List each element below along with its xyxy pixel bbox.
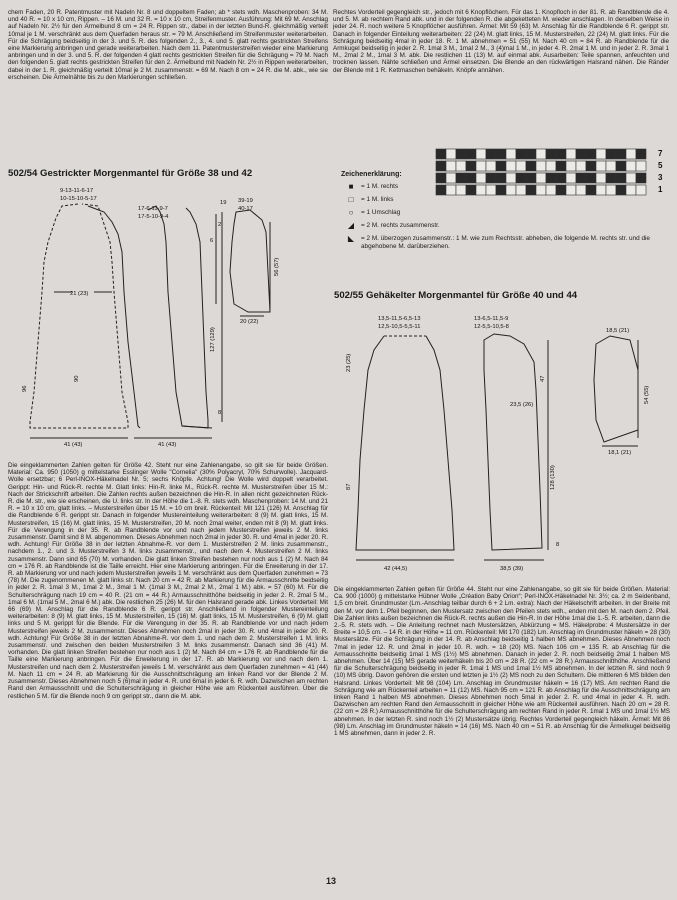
dim-label: 23,5 (26): [510, 402, 534, 408]
chart-row-label: 7: [658, 149, 663, 158]
chart-cell: [576, 161, 586, 171]
dim-label: 12-5,5-10,5-8: [474, 324, 509, 330]
dim-label: 42 (44,5): [384, 566, 408, 572]
legend-title: Zeichenerklärung:: [341, 171, 402, 178]
pattern-502-55-instructions-text: Die eingeklammerten Zahlen gelten für Größe 44. Steht nur eine Zahlenangabe, so gilt sie für beide Größen. Material: Ca. 900 (1000) g mittelstarke Hübner Wolle „Création Baby Orion“; Perl-INOX-Häkelnadel Nr. 3½; ca. 2 m Seidenband, 1,5 cm breit. Grundmuster (Lm.-Anschlag teilbar durch 6 + 2 Lm. extra): Nach der Häkelschrift arbeiten. In der Breite mit den M. vor dem 1. Pfeil beginnen, den Mustersatz zwischen den Pfeilen stets wdh., enden mit den M. nach dem 2. Pfeil. Die Zahlen links außen bezeichnen die Rück-R. rechts außen die Hin-R. In der Höhe 1mal die 1.-5. R. arbeiten, dann die 2.-5. R. stets wdh. – Die Anleitung rechnet nach Mustersätzen, Abkürzung = MS. Häkelprobe: 4 Mustersätze in der Breite = 10,5 cm. – 14 R. in der Höhe = 11 cm. Rückenteil: Mit 170 (182) Lm. Anschlag im Grundmuster häkeln = 28 (30) Mustersätze. Für die Schrägung in der 14. R. ab Anschlag beidseitig 1 halben MS abnehmen. Dieses Abnehmen noch 7mal in jeder 12. R. und 2mal in jeder 10. R. wdh. = 18 (20) MS. Nach 106 cm = 135 R. ab Anschlag für die Armausschnitte beidseitig 1mal 1 MS (1½) MS abnehmen. Danach in jeder 2. R. noch beidseitig 2mal 1 halben MS abnehmen. Über 14 (15) MS gerade weiterhäkeln bis 20 cm = 28 R. (22 cm = 28 R.) Armausschnitthöhe. Anschließend für die Schulterschrägung beidseitig in jeder R. 1mal 1 MS und 1mal 1½ MS abnehmen. In der letzten R. sind noch 9 (10) MS übrig. Davon gehören die ersten und letzten je 1½ (2) MS noch zu den Schultern. Die mittleren 6 MS bilden den Halsrand. Linkes Vorderteil: Mit 98 (104) Lm. Anschlag im Grundmuster häkeln = 16 (17) MS. Am rechten Rand die Schrägung wie am Rückenteil arbeiten = 11 (12) MS. Nach 95 cm = 121 R. ab Anschlag für die Ausschnittschrägung am linken Rand 1 halben MS abnehmen. Dieses Abnehmen noch 5mal in jeder 2. R. und 4mal in jeder 4. R. wdh. Dazwischen am rechten Rand den Armausschnitt in gleicher Höhe wie am Rückenteil ausführen. Nach 20 cm = 28 R. (22 cm = 28 R.) Armausschnitthöhe für die Schulterschrägung am rechten Rand in jeder R. 1mal 1 MS und 1mal 1½ MS abnehmen. In der letzten R. sind noch 1½ (2) Mustersätze übrig. Rechtes Vorderteil gegengleich häkeln. Ärmel: Mit 86 (98) Lm. Anschlag im Grundmuster häkeln = 14 (16) MS. Nach 40 cm = 51 R. ab Anschlag für die Ärmelkugel beidseitig 1 MS abnehmen, dann in jeder 2. R.: [334, 586, 670, 738]
chart-cell: [466, 161, 476, 171]
legend-item: ◣ = 2 M. überzogen zusammenstr.: 1 M. wie zum Rechtsstr. abheben, die folgende M. rechts str. und die abgehobene M. darüberziehen.: [341, 235, 666, 250]
chart-cell: [506, 173, 516, 183]
chart-cell: [446, 173, 456, 183]
chart-row-label: 3: [658, 173, 663, 182]
chart-cell: [626, 173, 636, 183]
chart-row-label: 1: [658, 185, 663, 194]
chart-cell: [586, 161, 596, 171]
chart-cell: [446, 161, 456, 171]
chart-cell: [526, 149, 536, 159]
chart-cell: [526, 173, 536, 183]
dim-label: 96: [22, 385, 28, 392]
chart-cell: [456, 173, 466, 183]
dim-label: 38,5 (39): [500, 566, 524, 572]
chart-cell: [536, 173, 546, 183]
legend-item: ◢ = 2 M. rechts zusammenstr.: [341, 222, 666, 230]
chart-cell: [446, 149, 456, 159]
dim-label: 56 (57): [274, 257, 280, 276]
pattern-title-502-55: 502/55 Gehäkelter Morgenmantel für Größe 40 und 44: [334, 290, 578, 301]
chart-cell: [536, 161, 546, 171]
dim-label: 41 (43): [64, 442, 83, 448]
chart-cell: [606, 161, 616, 171]
dim-label: 9-13-11-6-17: [60, 188, 94, 194]
chart-cell: [516, 149, 526, 159]
dim-label: 54 (55): [644, 385, 650, 404]
dim-label: 39-19: [238, 198, 253, 204]
chart-cell: [606, 173, 616, 183]
page-number: 13: [326, 876, 337, 886]
chart-cell: [586, 149, 596, 159]
dim-label: 90: [74, 375, 80, 382]
chart-cell: [546, 149, 556, 159]
dim-label: 40-17: [238, 206, 253, 212]
chart-cell: [476, 173, 486, 183]
chart-cell: [516, 173, 526, 183]
chart-cell: [456, 161, 466, 171]
legend-item: □ = 1 M. links: [341, 196, 666, 204]
chart-cell: [606, 149, 616, 159]
chart-cell: [536, 149, 546, 159]
chart-cell: [566, 149, 576, 159]
dim-label: 41 (43): [158, 442, 177, 448]
dim-label: 20 (22): [240, 319, 259, 325]
chart-cell: [456, 149, 466, 159]
front-and-sleeve-instructions-text: Rechtes Vorderteil gegengleich str., jedoch mit 6 Knopflöchern. Für das 1. Knopfloch in der 81. R. ab Randblende die 4. und 5. M. ab rechtem Rand abk. und in der folgenden R. die abgeketteten M. wieder anschlagen. In derselben Weise in jeder 24. R. noch weitere 5 Knopflöcher ausführen. Ärmel: Mit 59 (63) M. Anschlag für die Randblende 6 R. gerippt str. Danach in folgender Einteilung weiterarbeiten: 22 (24) M. glatt links, 15 M. Musterstreifen, 22 (24) M. glatt links. Für die Schrägung beidseitig 4mal in jeder 18. R. 1 M. abnehmen = 51 (55) M. Nach 40 cm = 84 R. ab Randblende für die Armkugel beidseitig in jeder 2. R. 1mal 3 M., 1mal 2 M., 3 (4)mal 1 M., in jeder 4. R. 2mal 1 M. und in jeder 2. R. 3mal 1 M., 2mal 2 M., 1mal 3 M. abk. Die restlichen 11 (13) M. auf einmal abk. Ausarbeiten: Teile spannen, anfeuchten und trocknen lassen. Nähte schließen und Ärmel einsetzen. Die Blende an den rückwärtigen Halsrand nähen. Die Ränder der Blende mit 1 R. Kettmaschen behäkeln. Knöpfe annähen.: [333, 9, 669, 74]
chart-cell: [586, 173, 596, 183]
dim-label: 8: [218, 410, 222, 416]
chart-cell: [436, 173, 446, 183]
dim-label: 13,5-11,5-6,5-13: [378, 316, 421, 322]
chart-cell: [496, 161, 506, 171]
chart-cell: [466, 173, 476, 183]
chart-cell: [556, 161, 566, 171]
chart-cell: [636, 173, 646, 183]
chart-cell: [636, 161, 646, 171]
chart-cell: [486, 173, 496, 183]
dim-label: 8: [556, 542, 560, 548]
k2tog-icon: ◢: [347, 221, 355, 230]
chart-cell: [626, 161, 636, 171]
skp-icon: ◣: [347, 234, 355, 243]
chart-cell: [476, 149, 486, 159]
chart-cell: [596, 149, 606, 159]
schematic-diagram-502-55: [334, 310, 670, 576]
chart-cell: [436, 161, 446, 171]
dim-label: 13-6,5-11,5-9: [474, 316, 509, 322]
dim-label: 23 (25): [346, 353, 352, 372]
chart-cell: [596, 161, 606, 171]
chart-cell: [496, 149, 506, 159]
chart-cell: [526, 161, 536, 171]
chart-row-label: 5: [658, 161, 663, 170]
symbol-legend: [341, 183, 666, 255]
pattern-title-502-54: 502/54 Gestrickter Morgenmantel für Größe 38 und 42: [8, 168, 253, 179]
dim-label: 17-5-10-9-4: [138, 214, 169, 220]
chart-cell: [616, 161, 626, 171]
chart-cell: [516, 161, 526, 171]
sleeve-instructions-text: chem Faden, 20 R. Patentmuster mit Nadeln Nr. 8 und doppeltem Faden; ab * stets wdh. Maschenproben: 34 M. und 40 R. = 10 x 10 cm, Rippen. – 16 M. und 32 R. = 10 x 10 cm, Streifenmuster. Ausführung: Mit 69 M. Anschlag auf Nadeln Nr. 2½ für den Ärmelbund 8 cm = 24 R. Rippen str., dabei in der letzten Bund-R. gleichmäßig verteilt 10mal je 1 M. verschränkt aus dem Querfaden heraus str. = 79 M. Anschließend im Streifenmuster weiterarbeiten. Für die Schrägung beidseitig in der 3. und 5. R. des folgenden 2., 3., 4. und 5. glatt rechts gestrickten Streifens eine Markierung anbringen und gerade weiterarbeiten. Nach dem 11. Patentmusterstreifen wieder eine Markierung anbringen und in der 3. und 5. R. der folgenden 4 glatt rechts gestrickten Streifen für die Schrägung = 79 M. Nach den folgenden 5. glatt rechts gestrickten Streifen für den 2. Ärmelbund mit Nadeln Nr. 2½ in Rippen weiterarbeiten, dabei in der 1. R. gleichmäßig verteilt 10mal je 2 M. zusammenstr. = 69 M. Nach 8 cm = 24 R. die M. abk., wie sie erscheinen. Die Ärmelnähte bis zu den Markierungen schließen.: [8, 9, 328, 81]
dim-label: 17-6-11-9-7: [138, 206, 168, 212]
chart-cell: [616, 173, 626, 183]
dim-label: 127 (129): [210, 327, 216, 352]
chart-cell: [616, 149, 626, 159]
chart-cell: [506, 161, 516, 171]
dim-label: 18,1 (21): [608, 450, 632, 456]
chart-cell: [566, 161, 576, 171]
dim-label: 87: [346, 483, 352, 490]
dim-label: 2: [218, 222, 222, 228]
chart-cell: [576, 173, 586, 183]
dim-label: 47: [540, 375, 546, 382]
dim-label: 128 (130): [550, 465, 556, 490]
chart-cell: [596, 173, 606, 183]
chart-cell: [496, 173, 506, 183]
chart-cell: [546, 161, 556, 171]
chart-cell: [626, 149, 636, 159]
chart-cell: [466, 149, 476, 159]
dim-label: 19: [220, 200, 227, 206]
legend-item: ○ = 1 Umschlag: [341, 209, 666, 217]
dim-label: 10-15-10-5-17: [60, 196, 97, 202]
chart-cell: [556, 149, 566, 159]
chart-cell: [556, 173, 566, 183]
dim-label: 18,5 (21): [606, 328, 630, 334]
chart-cell: [436, 149, 446, 159]
schematic-diagram-502-54: [8, 182, 328, 454]
dim-label: 21 (23): [70, 291, 89, 297]
legend-item: ■ = 1 M. rechts: [341, 183, 666, 191]
chart-cell: [546, 173, 556, 183]
pattern-502-54-instructions-text: Die eingeklammerten Zahlen gelten für Größe 42. Steht nur eine Zahlenangabe, so gilt sie für beide Größen. Material: Ca. 950 (1050) g mittelstarke Esslinger Wolle "Cornelia" (30% Polyacryl, 70% Schurwolle). Jacquard-Wolle ersetzbar; 6 Perl-INOX-Häkelnadel Nr. 5; sechs Knöpfe. Achtung! Die Wolle wird doppelt verarbeitet. Gerippt: Hin- und Rück-R. rechte M. Glatt links: Hin-R. linke M., Rück-R. rechte M. Musterstreifen über 15 M.: Nach der Strickschrift arbeiten. Die Zahlen rechts außen bezeichnen die Hin-R. In allen nicht gezeichneten Rück-R. die M. str., wie sie erscheinen, die U. links str. In der Höhe die 1.-8. R. stets wdh. Maschenproben: 14 M. und 21 R. = 10 x 10 cm, glatt links. – Musterstreifen über 15 M. = 10 cm breit. Rückenteil: Mit 121 (126) M. Anschlag für die Randblende 6 R. gerippt str. Danach in folgender Mustereinteilung weiterarbeiten: 8 (9) M. glatt links, 15 M. Musterstreifen, 15 (16) M. glatt links, 15 M. Musterstreifen, 20 M. noch 2mal weiter, enden mit 8 (9) M. glatt links. Für die Verengung in der 35. R. ab Randblende vor und nach jedem Musterstreifen jeweils 2 M. links zusammenstr. Damit sind 8 M. abgenommen. Dieses Abnehmen noch 2mal in jeder 30. R. und 4mal in jeder 20. R. wdh. Achtung! Für Größe 38 in der letzten Abnahme-R. vor dem 1. Musterstreifen 2 M. links zusammenstr., nachdem 1., 2. und 3. Musterstreifen 3 M. links zusammenstr., und nach dem 4. Musterstreifen 2 M. links zusammenstr. Dann sind 65 (70) M. vorhanden. Die glatt linken Streifen bestehen nur noch aus 1 (2) M. Nach 84 cm = 176 R. ab Randblende ist die Taille erreicht. Hier eine Markierung anbringen. Für die Erweiterung in der 17. R. ab Markierung vor und nach jedem Musterstreifen jeweils 1 M. verschränkt aus dem Querfaden zunehmen = 73 (78) M. Die zugenommenen M. glatt links str. Nach 20 cm = 42 R. ab Markierung für die Armausschnitte beidseitig in jeder 2. R. 1mal 3 M., 1mal 2 M., 3mal 1 M. (1mal 3 M., 2mal 2 M., 2mal 1 M.) abk. = 57 (60) M. Für die Schulterschrägung nach 19 cm = 40 R. (21 cm = 44 R.) Armausschnitthöhe beidseitig in jeder 2. R. 2mal 5 M., 1mal 6 M. (1mal 5 M., 2mal 6 M.) abk. Die restlichen 25 (26) M. für den Halsrand gerade abk. Linkes Vorderteil: Mit 66 (69) M. Anschlag für die Randblende 6 R. gerippt str. Anschließend in folgender Mustereinteilung weiterarbeiten: 8 (9) M. glatt links, 15 M. Musterstreifen, 15 (16) M. glatt links, 15 M. Musterstreifen, 6 (9) M. glatt links und 5 M. gerippt für die Blende. Für die Verengung in der 35. R. ab Randblende vor und nach jedem Musterstreifen jeweils 2 M. zusammenstr. Dieses Abnehmen noch 2mal in jeder 30. R. und 4mal in jeder 20. R. wdh. Achtung! Für Größe 38 in der letzten Abnahme-R. vor dem 1. und nach dem 2. Musterstreifen 1 M. links zusammenstr. und zwischen den beiden Musterstreifen 3 M. links zusammenstr. Danach sind 36 (41) M. vorhanden. Die glatt linken Streifen bestehen nur noch aus 1 (2) M. Nach 84 cm = 176 R. ab Randblende für die Taille eine Markierung anbringen. Für die Erweiterung in der 17. R. ab Markierung vor und nach dem 1. Musterstreifen und nach dem 2. Musterstreifen jeweils 1 M. verschränkt aus dem Querfaden zunehmen = 41 (44) M. Nach 11 cm = 24 R. ab Markierung für die Ausschnittschrägung am linken Rand vor der Blende 2 M. zusammenstr. Dieses Abnehmen noch 5 (6)mal in jeder 4. R. und 6mal in jeder 6. R. wdh. Dazwischen am rechten Rand den Armausschnitt und die Schulterschrägung in gleicher Höhe wie am Rückenteil ausführen. Über die restlichen 5 M. für die Blende noch 9 cm gerippt str., dann die M. abk.: [8, 462, 328, 700]
dim-label: 6: [210, 238, 214, 244]
chart-cell: [566, 173, 576, 183]
chart-cell: [476, 161, 486, 171]
chart-cell: [486, 149, 496, 159]
chart-cell: [636, 149, 646, 159]
yarn-over-icon: ○: [348, 208, 354, 217]
chart-cell: [576, 149, 586, 159]
chart-cell: [486, 161, 496, 171]
chart-cell: [506, 149, 516, 159]
dim-label: 12,5-10,5-5,5-11: [378, 324, 421, 330]
knit-stitch-icon: ■: [348, 182, 354, 191]
purl-stitch-icon: □: [348, 195, 354, 204]
